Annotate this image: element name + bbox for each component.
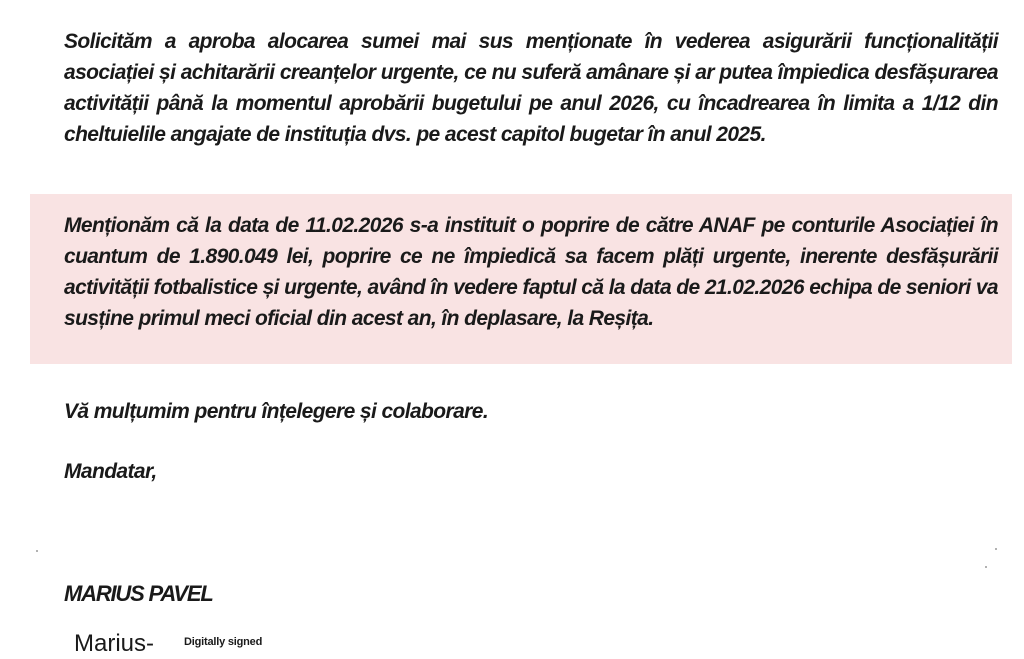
thanks-paragraph: Vă mulțumim pentru înțelegere și colaborare. [64,400,489,423]
scan-speck [995,548,997,550]
request-paragraph: Solicităm a aproba alocarea sumei mai sus menționate în vederea asigurării funcționalității asociației și achitarării creanțelor urgente, ce nu suferă amânare și ar putea împiedica desfășurarea activității până la momentul aprobării bugetului pe anul 2026, cu încadrearea în limita a 1/12 din cheltuielile angajate de instituția dvs. pe acest capitol bugetar în anul 2025. [64,30,998,146]
signer-name: MARIUS PAVEL [64,581,213,606]
mandatar-label: Mandatar, [64,460,157,483]
digital-signature-name: Marius- [74,630,155,657]
highlighted-paragraph: Menționăm că la data de 11.02.2026 s-a instituit o poprire de către ANAF pe conturile Asociației în cuantum de 1.890.049 lei, poprire ce ne împiedică sa facem plăți urgente, inerente desfășurării activității fotbalistice și urgente, având în vedere faptul că la data de 21.02.2026 echipa de seniori va susține primul meci oficial din acest an, în deplasare, la Reșița. [64,214,998,330]
digital-signature-note: Digitally signed [184,636,263,648]
scan-speck [985,566,987,568]
scan-speck [36,550,38,552]
